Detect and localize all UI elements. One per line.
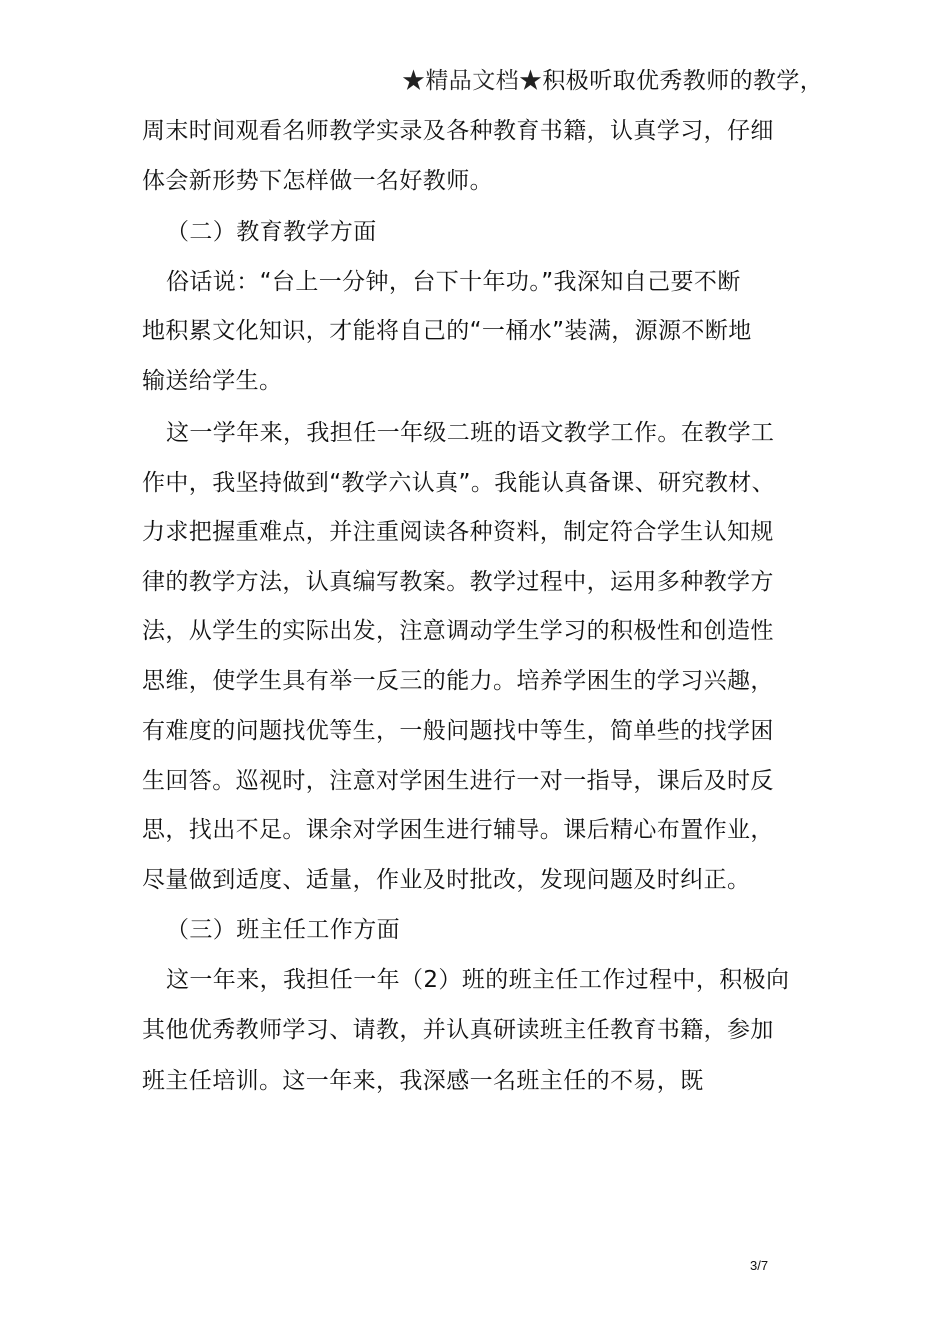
body-line: 其他优秀教师学习、请教，并认真研读班主任教育书籍，参加 (142, 1017, 774, 1043)
body-line: 思维，使学生具有举一反三的能力。培养学困生的学习兴趣， (142, 668, 774, 694)
body-line: 力求把握重难点，并注重阅读各种资料，制定符合学生认知规 (142, 519, 774, 545)
body-line: 有难度的问题找优等生，一般问题找中等生，简单些的找学困 (142, 718, 774, 744)
page-number: 3/7 (750, 1258, 769, 1273)
body-line: 尽量做到适度、适量，作业及时批改，发现问题及时纠正。 (142, 867, 751, 893)
body-line: 法，从学生的实际出发，注意调动学生学习的积极性和创造性 (142, 618, 774, 644)
paragraph-start: 这一年来，我担任一年（2）班的班主任工作过程中，积极向 (166, 967, 790, 993)
paragraph-start: 俗话说：“台上一分钟，台下十年功。”我深知自己要不断 (166, 269, 741, 295)
body-line: 地积累文化知识，才能将自己的“一桶水”装满，源源不断地 (142, 318, 752, 344)
section-heading: （二）教育教学方面 (166, 219, 377, 245)
body-line: 生回答。巡视时，注意对学困生进行一对一指导，课后及时反 (142, 768, 774, 794)
body-line: 班主任培训。这一年来，我深感一名班主任的不易，既 (142, 1068, 704, 1094)
body-line: 输送给学生。 (142, 368, 283, 394)
body-line: 律的教学方法，认真编写教案。教学过程中，运用多种教学方 (142, 569, 774, 595)
section-heading: （三）班主任工作方面 (166, 917, 400, 943)
body-line: 周末时间观看名师教学实录及各种教育书籍，认真学习，仔细 (142, 118, 774, 144)
first-line-text: 积极听取优秀教师的教学， (542, 68, 824, 94)
first-line (402, 66, 823, 96)
body-line: 作中，我坚持做到“教学六认真”。我能认真备课、研究教材、 (142, 470, 776, 496)
body-line: 思，找出不足。课余对学困生进行辅导。课后精心布置作业， (142, 817, 774, 843)
body-line: 体会新形势下怎样做一名好教师。 (142, 168, 493, 194)
paragraph-start: 这一学年来，我担任一年级二班的语文教学工作。在教学工 (166, 420, 775, 446)
watermark-text: ★精品文档★ (402, 68, 543, 94)
